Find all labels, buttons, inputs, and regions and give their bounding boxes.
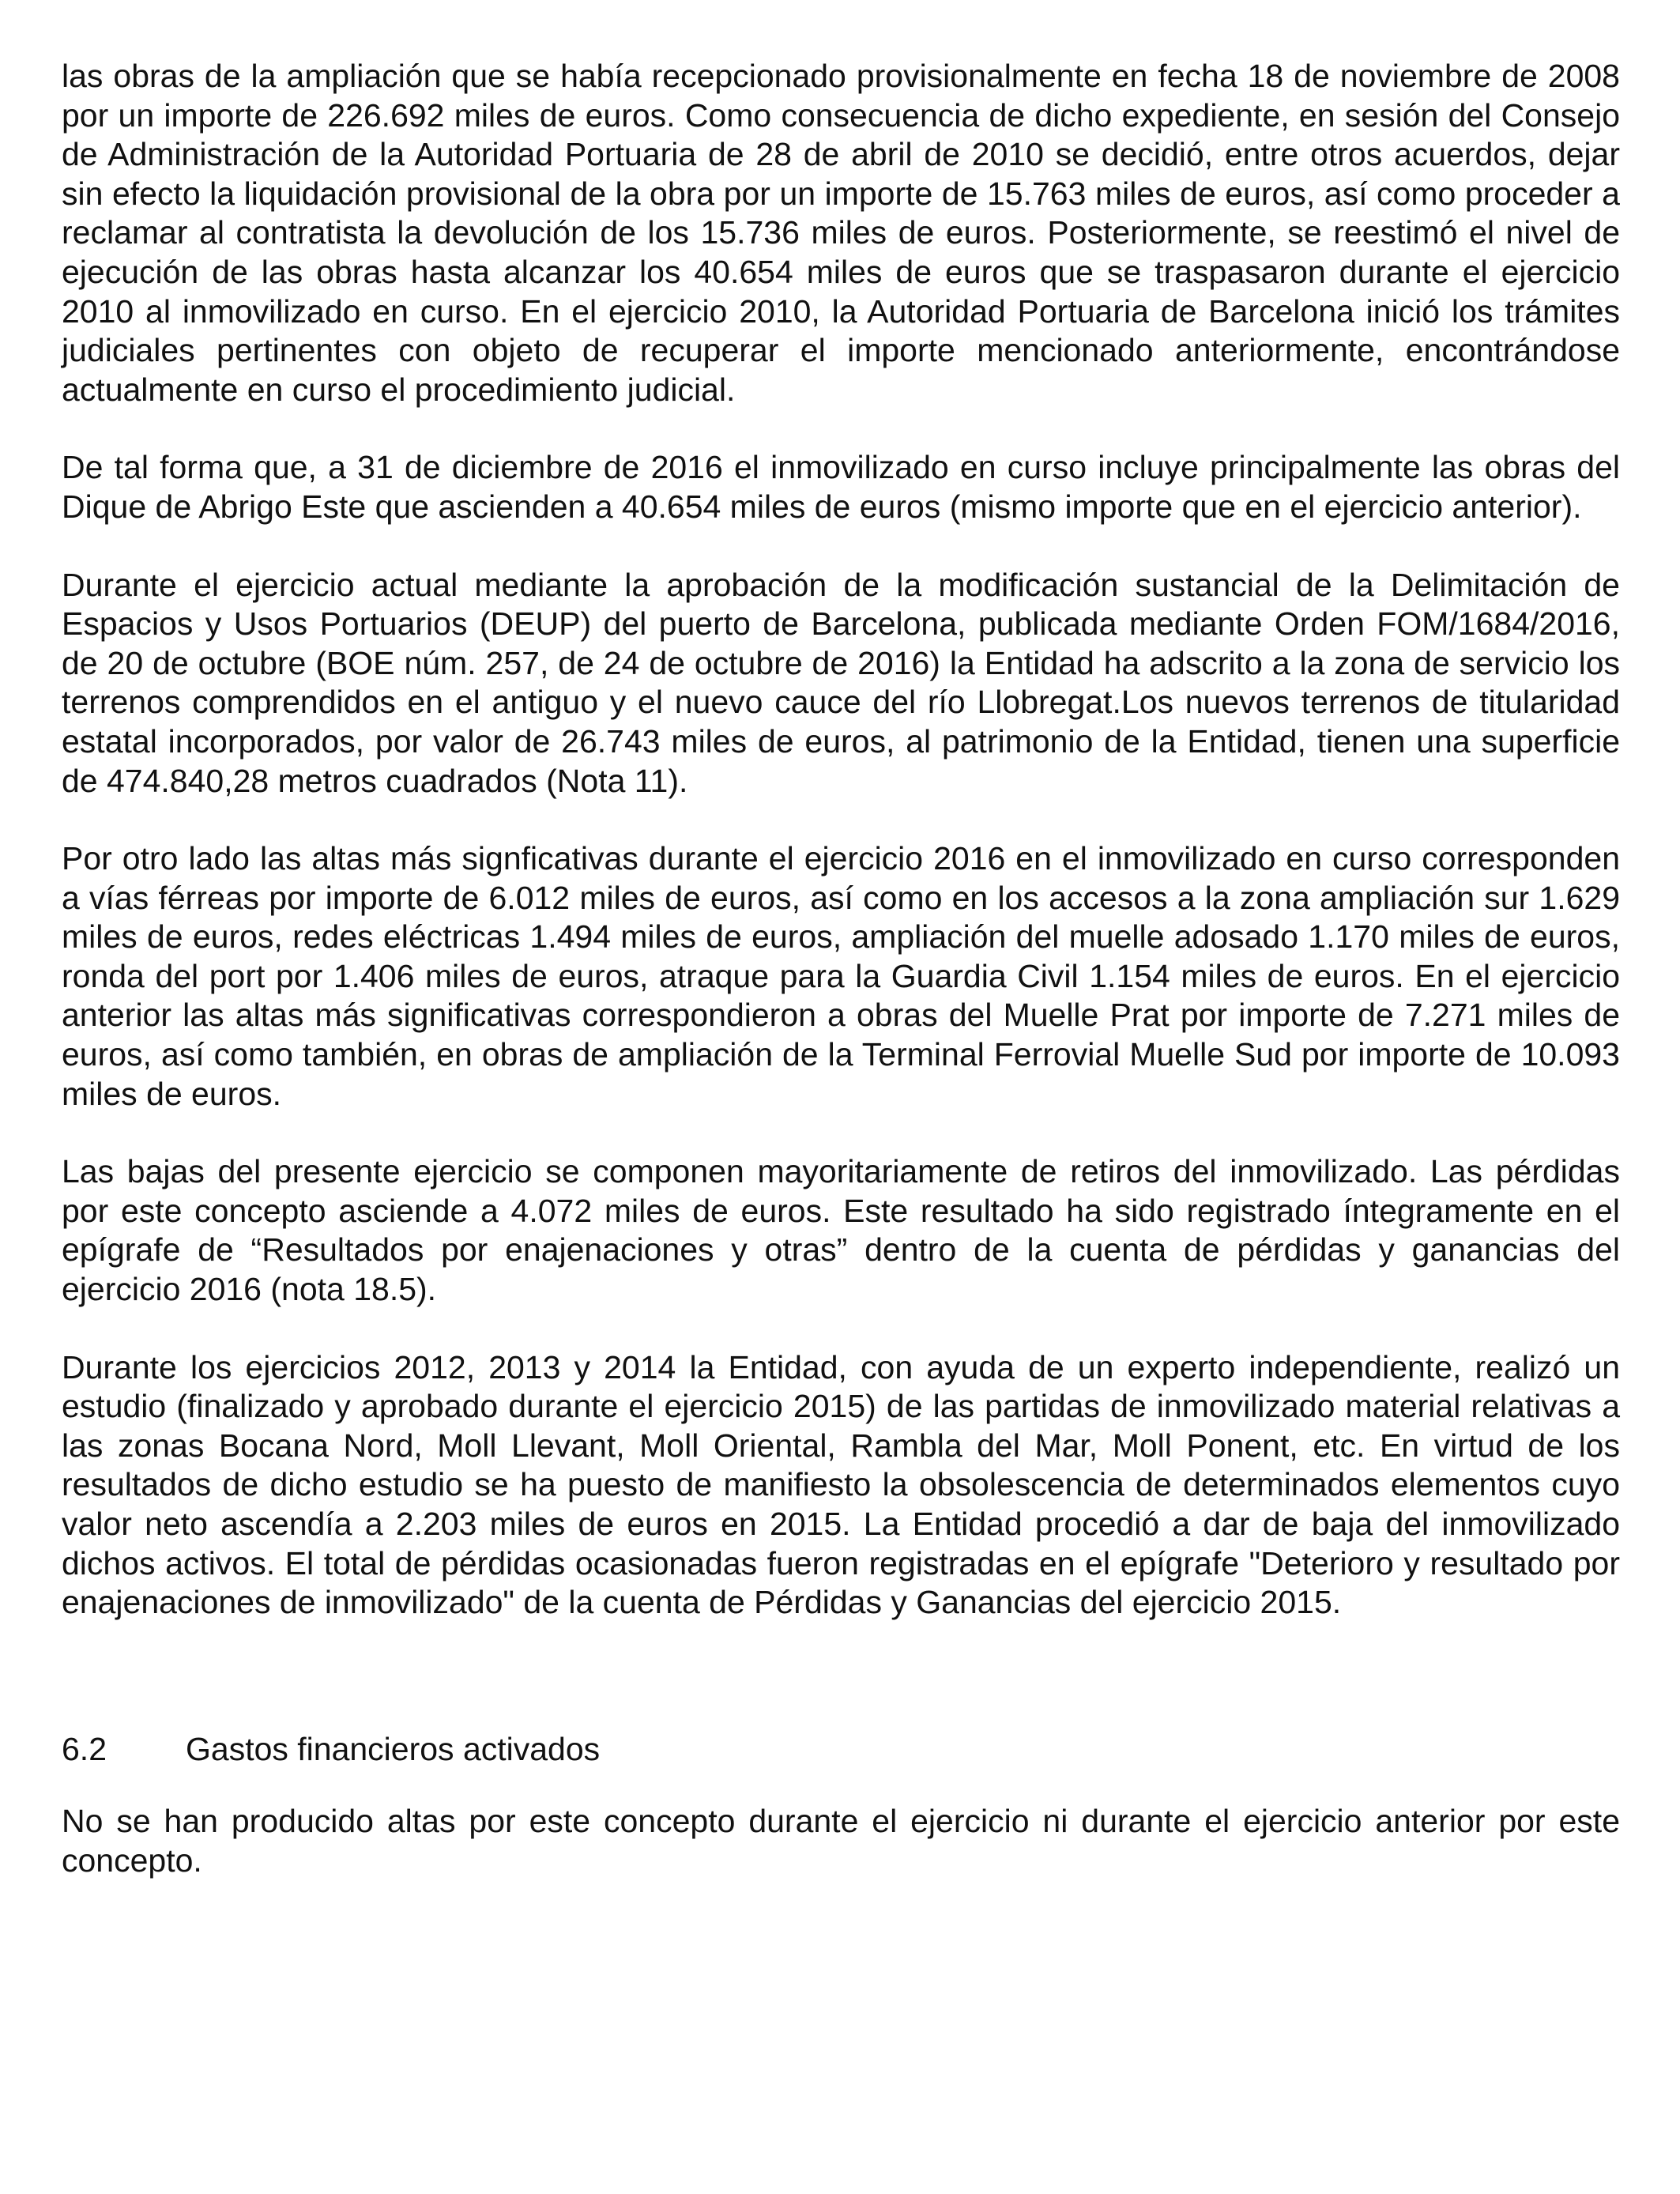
paragraph-bajas-ejercicio: Las bajas del presente ejercicio se componen mayoritariamente de retiros del inmovilizado. Las pérdidas por este concepto asciende a 4.072 miles de euros. Este resultado ha sido registrado íntegramente en el epígrafe de “Resultados por enajenaciones y otras” dentro de la cuenta de pérdidas y ganancias del ejercicio 2016 (nota 18.5). xyxy=(62,1153,1620,1308)
section-heading xyxy=(62,1730,1620,1770)
paragraph-estudio-experto: Durante los ejercicios 2012, 2013 y 2014 la Entidad, con ayuda de un experto independiente, realizó un estudio (finalizado y aprobado durante el ejercicio 2015) de las partidas de inmovilizado material relativas a las zonas Bocana Nord, Moll Llevant, Moll Oriental, Rambla del Mar, Moll Ponent, etc. En virtud de los resultados de dicho estudio se ha puesto de manifiesto la obsolescencia de determinados elementos cuyo valor neto ascendía a 2.203 miles de euros en 2015. La Entidad procedió a dar de baja del inmovilizado dichos activos. El total de pérdidas ocasionadas fueron registradas en el epígrafe "Deterioro y resultado por enajenaciones de inmovilizado" de la cuenta de Pérdidas y Ganancias del ejercicio 2015. xyxy=(62,1348,1620,1621)
paragraph-gastos-financieros: No se han producido altas por este concepto durante el ejercicio ni durante el ejercicio anterior por este concepto. xyxy=(62,1803,1620,1879)
section-number: 6.2 xyxy=(62,1730,107,1767)
document-page xyxy=(62,57,1620,1920)
paragraph-obras-ampliacion: las obras de la ampliación que se había recepcionado provisionalmente en fecha 18 de noviembre de 2008 por un importe de 226.692 miles de euros. Como consecuencia de dicho expediente, en sesión del Consejo de Administración de la Autoridad Portuaria de 28 de abril de 2010 se decidió, entre otros acuerdos, dejar sin efecto la liquidación provisional de la obra por un importe de 15.763 miles de euros, así como proceder a reclamar al contratista la devolución de los 15.736 miles de euros. Posteriormente, se reestimó el nivel de ejecución de las obras hasta alcanzar los 40.654 miles de euros que se traspasaron durante el ejercicio 2010 al inmovilizado en curso. En el ejercicio 2010, la Autoridad Portuaria de Barcelona inició los trámites judiciales pertinentes con objeto de recuperar el importe mencionado anteriormente, encontrándose actualmente en curso el procedimiento judicial. xyxy=(62,58,1620,408)
paragraph-altas-significativas: Por otro lado las altas más signficativas durante el ejercicio 2016 en el inmovilizado en curso corresponden a vías férreas por importe de 6.012 miles de euros, así como en los accesos a la zona ampliación sur 1.629 miles de euros, redes eléctricas 1.494 miles de euros, ampliación del muelle adosado 1.170 miles de euros, ronda del port por 1.406 miles de euros, atraque para la Guardia Civil 1.154 miles de euros. En el ejercicio anterior las altas más significativas correspondieron a obras del Muelle Prat por importe de 7.271 miles de euros, así como también, en obras de ampliación de la Terminal Ferrovial Muelle Sud por importe de 10.093 miles de euros. xyxy=(62,840,1620,1112)
paragraph-inmovilizado-en-curso: De tal forma que, a 31 de diciembre de 2016 el inmovilizado en curso incluye principalmente las obras del Dique de Abrigo Este que ascienden a 40.654 miles de euros (mismo importe que en el ejercicio anterior). xyxy=(62,449,1620,525)
section-title: Gastos financieros activados xyxy=(186,1730,601,1767)
paragraph-deup-terrenos: Durante el ejercicio actual mediante la aprobación de la modificación sustancial de la Delimitación de Espacios y Usos Portuarios (DEUP) del puerto de Barcelona, publicada mediante Orden FOM/1684/2016, de 20 de octubre (BOE núm. 257, de 24 de octubre de 2016) la Entidad ha adscrito a la zona de servicio los terrenos comprendidos en el antiguo y el nuevo cauce del río Llobregat.Los nuevos terrenos de titularidad estatal incorporados, por valor de 26.743 miles de euros, al patrimonio de la Entidad, tienen una superficie de 474.840,28 metros cuadrados (Nota 11). xyxy=(62,566,1620,799)
